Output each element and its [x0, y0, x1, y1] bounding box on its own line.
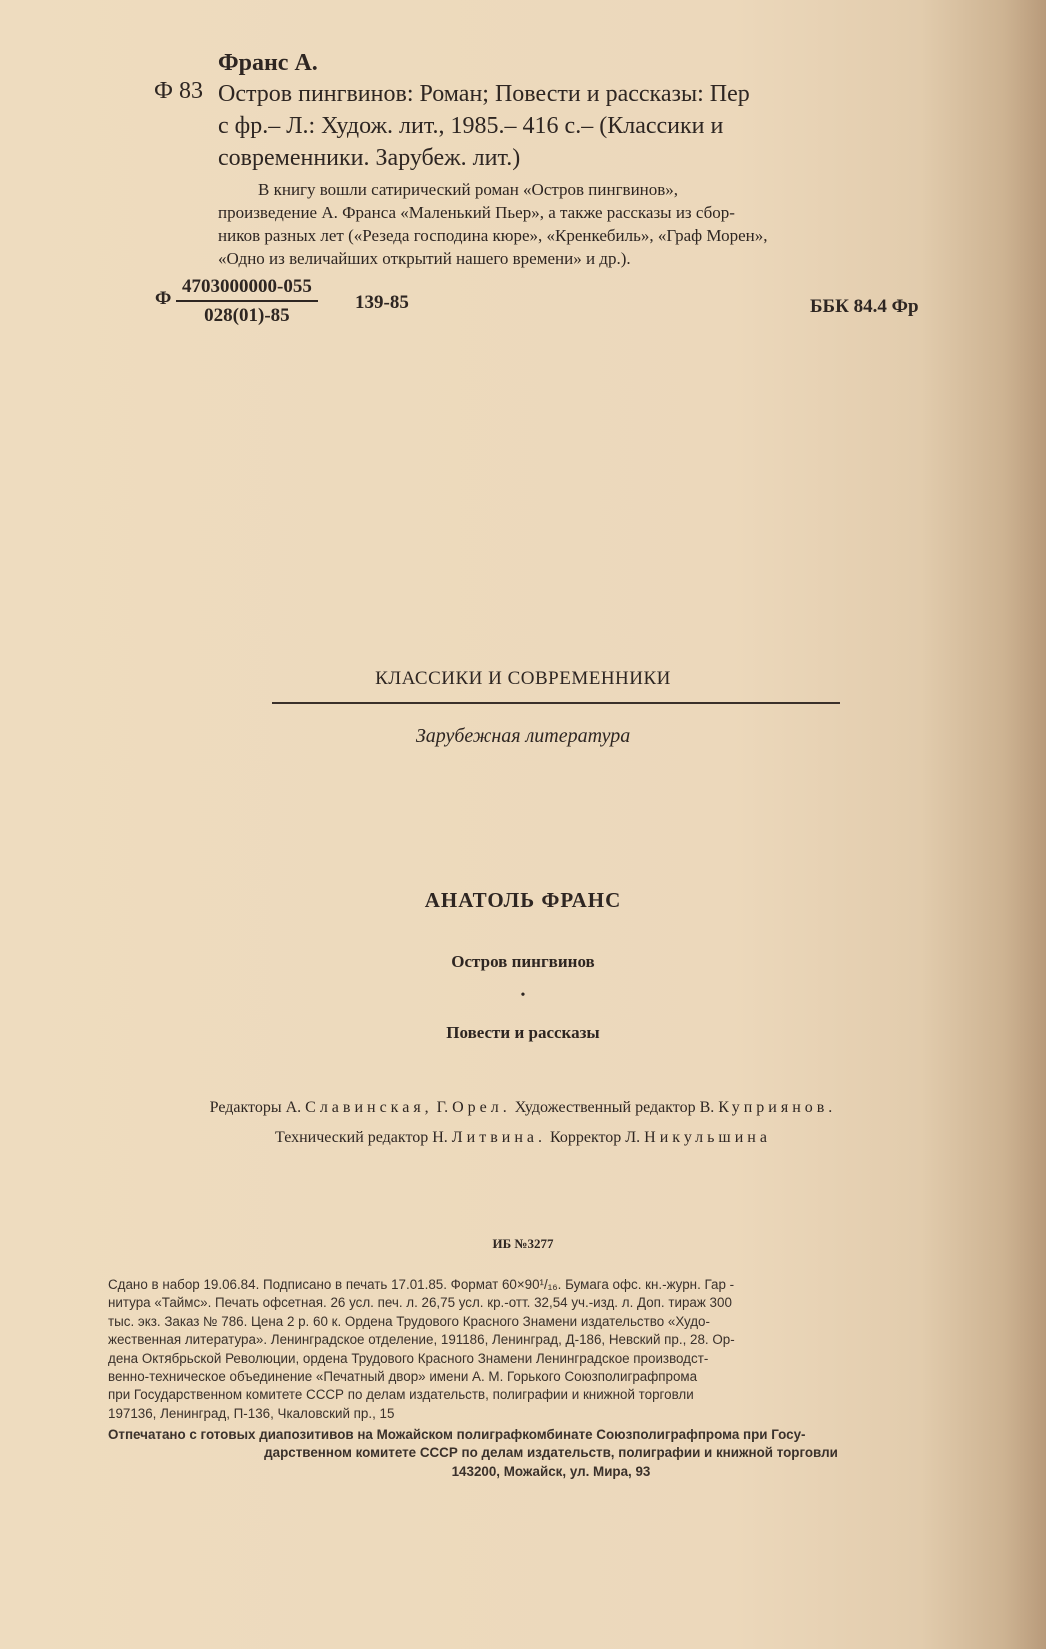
- editor-surname: Литвина.: [451, 1129, 546, 1146]
- printing-house-details: [108, 1426, 994, 1481]
- classification-letter: Ф: [155, 288, 172, 309]
- editor-surname: Никульшина: [644, 1129, 771, 1146]
- editors-text: Г.: [436, 1099, 449, 1116]
- bib-line: современники. Зарубеж. лит.): [218, 145, 521, 171]
- classification-numerator: 4703000000-055: [176, 276, 318, 302]
- editor-surname: Орел.: [452, 1099, 511, 1116]
- bib-line: Остров пингвинов: Роман; Повести и рассказы: Пер: [218, 81, 750, 107]
- editors-text: Технический редактор Н.: [275, 1129, 448, 1146]
- catalog-bibliographic-entry: [218, 78, 938, 174]
- imprint-line: 197136, Ленинград, П-136, Чкаловский пр., 15: [108, 1405, 395, 1421]
- editors-text: Редакторы А.: [209, 1099, 302, 1116]
- printed-line: дарственном комитете СССР по делам издательств, полиграфии и книжной торговли: [264, 1445, 838, 1461]
- imprint-line: тыс. экз. Заказ № 786. Цена 2 р. 60 к. Ордена Трудового Красного Знамени издательство «Худо-: [108, 1313, 710, 1329]
- series-title: КЛАССИКИ И СОВРЕМЕННИКИ: [375, 668, 671, 689]
- imprint-line: нитура «Таймс». Печать офсетная. 26 усл. печ. л. 26,75 усл. кр.-отт. 32,54 уч.-изд. л. Доп. тираж 300: [108, 1295, 732, 1311]
- classification-suffix: 139-85: [355, 292, 409, 313]
- editor-surname: Куприянов.: [718, 1099, 837, 1116]
- editors-line-1: [0, 1093, 1046, 1123]
- series-divider: [272, 702, 840, 704]
- imprint-line: жественная литература». Ленинградское отделение, 191186, Ленинград, Д-186, Невский пр., 28. Ор-: [108, 1332, 735, 1348]
- bbk-code: ББК 84.4 Фр: [810, 296, 919, 317]
- classification-denominator: 028(01)-85: [204, 305, 290, 326]
- author-name: АНАТОЛЬ ФРАНС: [424, 888, 622, 912]
- imprint-line: Сдано в набор 19.06.84. Подписано в печать 17.01.85. Формат 60×90¹/₁₆. Бумага офс. кн.-журн. Гар -: [108, 1277, 735, 1292]
- bullet-separator: •: [520, 988, 526, 1003]
- annotation-line: В книгу вошли сатирический роман «Остров пингвинов»,: [258, 180, 679, 199]
- annotation-line: произведение А. Франса «Маленький Пьер», а также рассказы из сбор-: [218, 203, 735, 222]
- catalog-annotation: [218, 178, 952, 270]
- printed-line: 143200, Можайск, ул. Мира, 93: [451, 1463, 651, 1479]
- annotation-line: ников разных лет («Резеда господина кюре», «Кренкебиль», «Граф Морен»,: [218, 226, 768, 245]
- catalog-index-code: Ф 83: [154, 78, 203, 104]
- work-title-2: Повести и рассказы: [446, 1023, 600, 1042]
- editor-surname: Славинская,: [305, 1099, 433, 1116]
- imprint-line: венно-техническое объединение «Печатный двор» имени А. М. Горького Союзполиграфпрома: [108, 1369, 698, 1385]
- editors-text: Художественный редактор В.: [514, 1099, 715, 1116]
- editors-credits: [0, 1093, 1046, 1153]
- work-title-1: Остров пингвинов: [451, 952, 595, 971]
- imprint-line: при Государственном комитете СССР по делам издательств, полиграфии и книжной торговли: [108, 1387, 694, 1403]
- imprint-line: дена Октябрьской Революции, ордена Трудового Красного Знамени Ленинградское производст-: [108, 1350, 709, 1366]
- classification-fraction: [176, 276, 318, 327]
- editors-line-2: [0, 1123, 1046, 1153]
- printed-line: Отпечатано с готовых диапозитивов на Можайском полиграфкомбинате Союзполиграфпрома при Госу-: [108, 1427, 806, 1442]
- editors-text: Корректор Л.: [549, 1129, 641, 1146]
- subseries-title: Зарубежная литература: [415, 725, 631, 747]
- catalog-author: Франс А.: [218, 50, 318, 76]
- ib-number: ИБ №3277: [492, 1236, 554, 1251]
- bib-line: с фр.– Л.: Худож. лит., 1985.– 416 с.– (Классики и: [218, 113, 724, 139]
- imprint-details: [108, 1276, 994, 1423]
- annotation-line: «Одно из величайших открытий нашего времени» и др.).: [218, 249, 631, 268]
